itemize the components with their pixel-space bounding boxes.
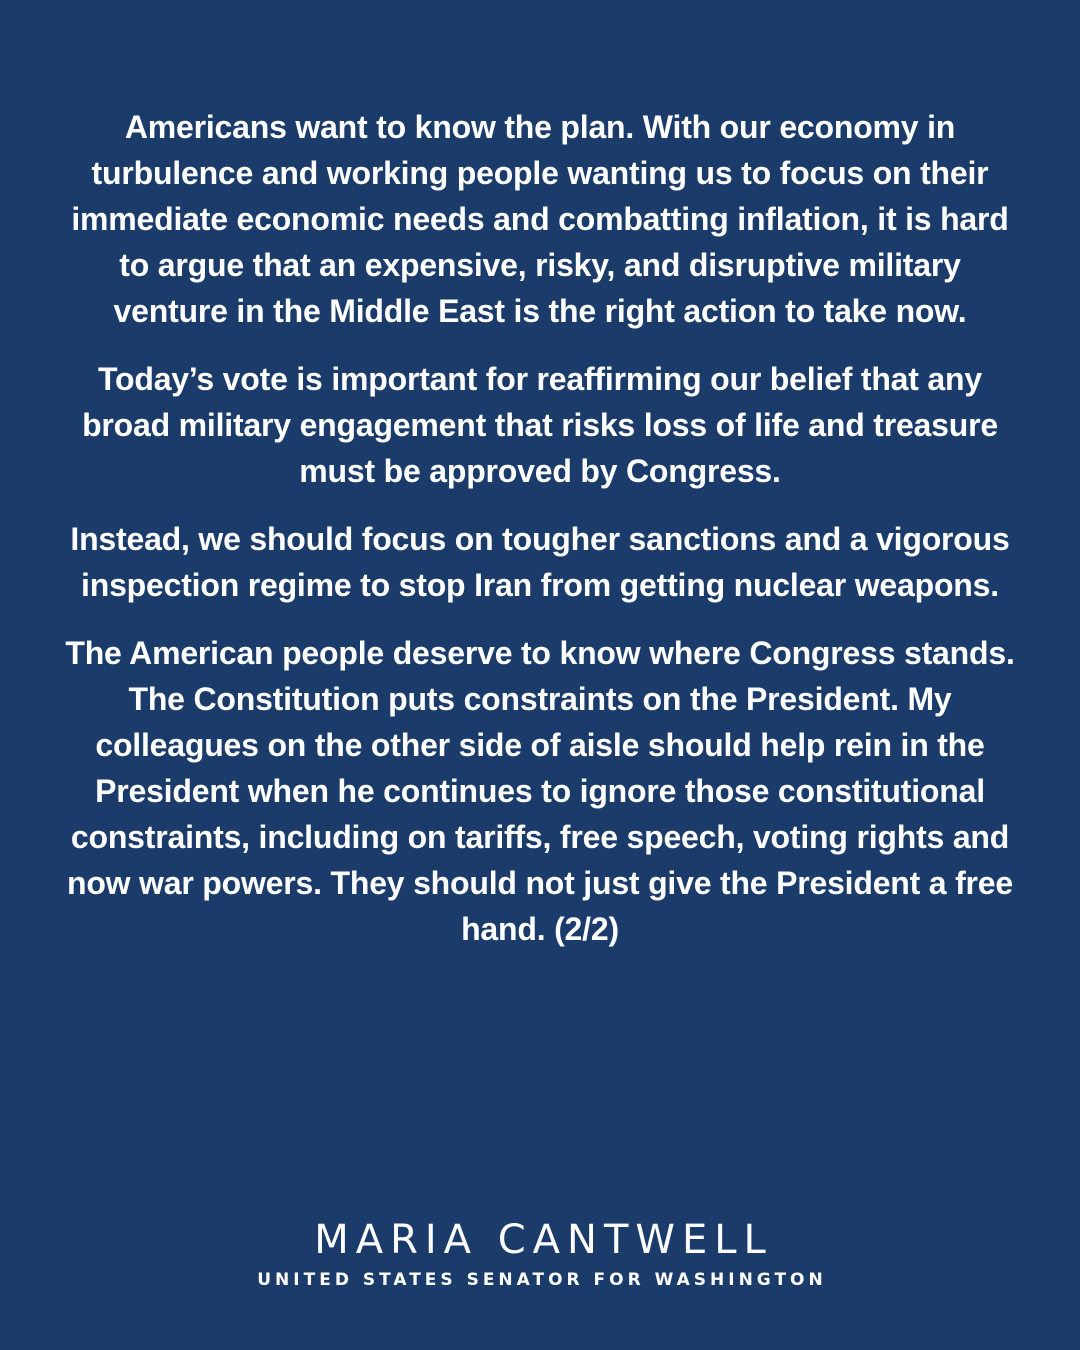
statement-body bbox=[60, 104, 1020, 974]
senator-signature bbox=[0, 1214, 1080, 1292]
statement-paragraph-1: Americans want to know the plan. With our economy in turbulence and working people wanting us to focus on their immediate economic needs and combatting inflation, it is hard to argue that an expensive, risky, and disruptive military venture in the Middle East is the right action to take now. bbox=[71, 109, 1009, 329]
statement-paragraph-4: The American people deserve to know where Congress stands. The Constitution puts constraints on the President. My colleagues on the other side of aisle should help rein in the President when he continues to ignore those constitutional constraints, including on tariffs, free speech, voting rights and now war powers. They should not just give the President a free hand. (2/2) bbox=[65, 635, 1015, 947]
senator-name: MARIA CANTWELL bbox=[314, 1217, 773, 1263]
senator-title: UNITED STATES SENATOR FOR WASHINGTON bbox=[257, 1270, 827, 1290]
statement-paragraph-3: Instead, we should focus on tougher sanctions and a vigorous inspection regime to stop Iran from getting nuclear weapons. bbox=[70, 521, 1010, 603]
statement-paragraph-2: Today’s vote is important for reaffirming our belief that any broad military engagement that risks loss of life and treasure must be approved by Congress. bbox=[82, 361, 998, 489]
